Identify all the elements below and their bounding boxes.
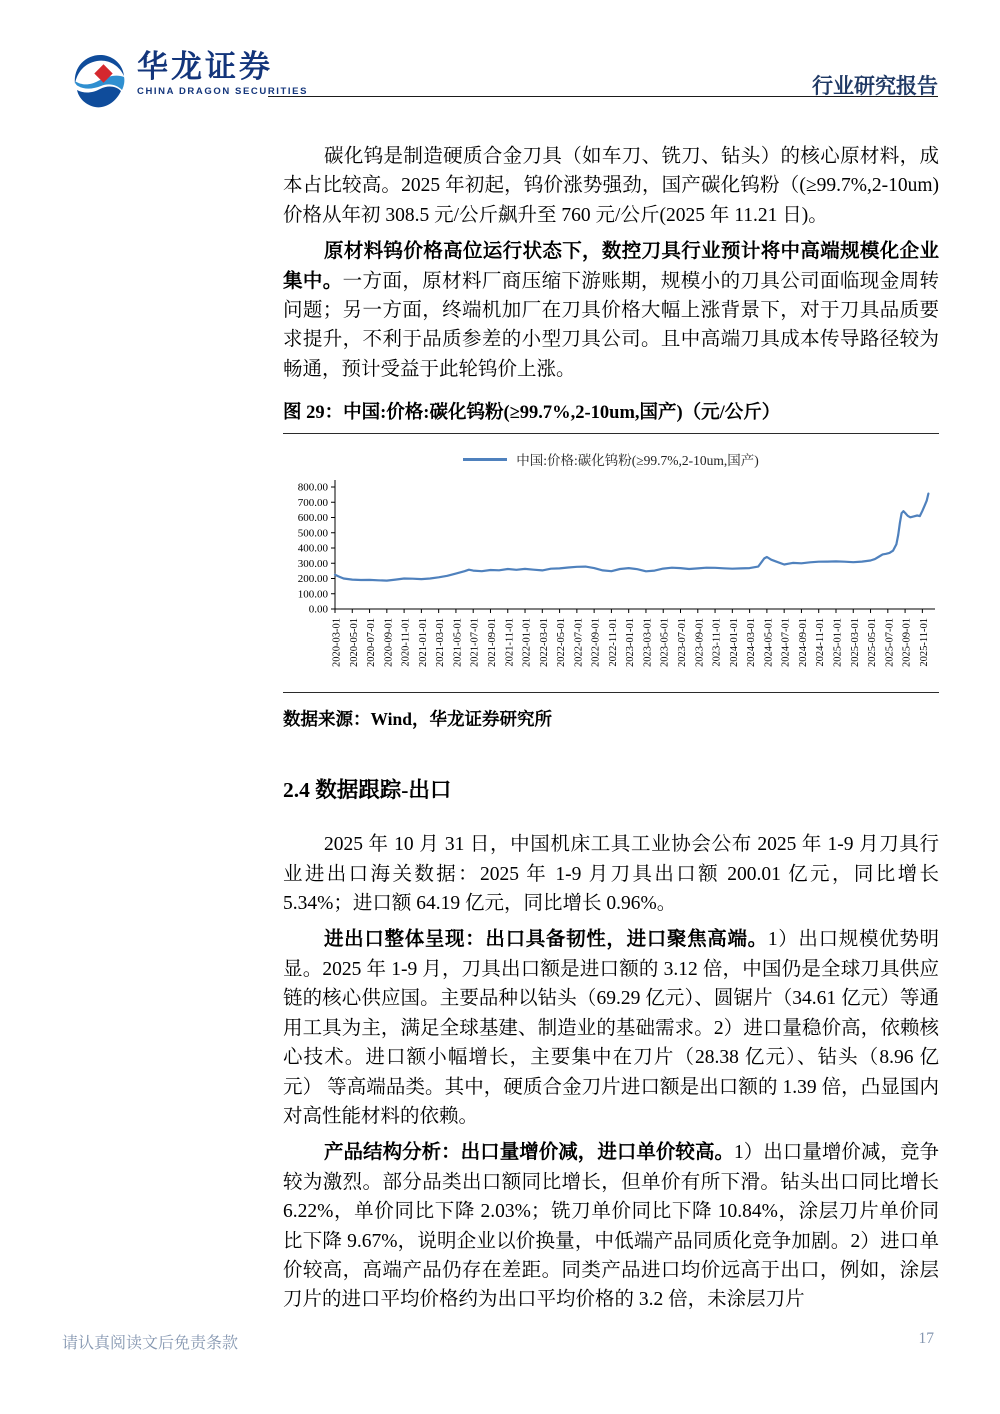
figure-top-divider — [283, 433, 939, 434]
paragraph-tungsten-carbide — [283, 142, 939, 230]
svg-text:2024-03-01: 2024-03-01 — [746, 618, 758, 668]
svg-text:2025-03-01: 2025-03-01 — [849, 618, 861, 668]
chart-container — [283, 473, 939, 690]
company-logo — [66, 50, 308, 110]
svg-text:2022-05-01: 2022-05-01 — [556, 618, 568, 668]
paragraph-customs-data — [283, 830, 939, 918]
content-column — [283, 142, 939, 1322]
svg-text:2023-03-01: 2023-03-01 — [642, 618, 654, 668]
svg-text:2021-05-01: 2021-05-01 — [452, 618, 464, 668]
chart-legend — [283, 449, 939, 469]
svg-text:2024-09-01: 2024-09-01 — [797, 618, 809, 668]
logo-title: 华龙证券 — [137, 49, 273, 84]
svg-text:2020-11-01: 2020-11-01 — [400, 618, 412, 667]
price-chart-svg — [283, 473, 939, 685]
svg-text:800.00: 800.00 — [297, 481, 328, 494]
paragraph-text: 1）出口规模优势明显。2025 年 1-9 月，刀具出口额是进口额的 3.12 倍，中国仍是全球刀具供应链的核心供应国。主要品种以钻头（69.29 亿元）、圆锯片（34.61 亿元）等通用工具为主，满足全球基建、制造业的基础需求。2）进口量稳价高，依赖核心技术。进口额小幅增长，主要集中在刀片（28.38 亿元）、钻头（8.96 亿元） 等高端品类。其中，硬质合金刀片进口额是出口额的 1.39 倍，凸显国内对高性能材料的依赖。 — [283, 929, 939, 1127]
svg-text:2025-07-01: 2025-07-01 — [884, 618, 896, 668]
svg-text:2022-09-01: 2022-09-01 — [590, 618, 602, 668]
header-divider — [268, 96, 938, 97]
svg-text:2021-01-01: 2021-01-01 — [417, 618, 429, 668]
price-line — [335, 494, 928, 581]
report-type-label: 行业研究报告 — [812, 74, 938, 98]
svg-text:2021-03-01: 2021-03-01 — [435, 618, 447, 668]
svg-text:2024-11-01: 2024-11-01 — [815, 618, 827, 667]
figure-caption: 图 29：中国:价格:碳化钨粉(≥99.7%,2-10um,国产)（元/公斤） — [283, 403, 781, 424]
section-heading-2-4: 2.4 数据跟踪-出口 — [283, 778, 452, 803]
figure-bottom-divider — [283, 692, 939, 693]
svg-text:2021-09-01: 2021-09-01 — [486, 618, 498, 668]
svg-text:2023-09-01: 2023-09-01 — [694, 618, 706, 668]
svg-text:2025-09-01: 2025-09-01 — [901, 618, 913, 668]
paragraph-lead: 原材料钨价格高位运行状态下，数控刀具行业预计将中高端规模化企业集中。 — [283, 241, 939, 292]
svg-text:2023-11-01: 2023-11-01 — [711, 618, 723, 667]
svg-text:2020-05-01: 2020-05-01 — [348, 618, 360, 668]
svg-text:100.00: 100.00 — [297, 588, 328, 601]
svg-text:2022-03-01: 2022-03-01 — [538, 618, 550, 668]
paragraph-lead: 进出口整体呈现：出口具备韧性，进口聚焦高端。 — [324, 929, 768, 951]
paragraph-text: 碳化钨是制造硬质合金刀具（如车刀、铣刀、钻头）的核心原材料，成本占比较高。2025 年初起，钨价涨势强劲，国产碳化钨粉（(≥99.7%,2-10um)价格从年初 308.5 元/公斤飙升至 760 元/公斤(2025 年 11.21 日)。 — [283, 146, 939, 226]
paragraph-text: 1）出口量增价减，竞争较为激烈。部分品类出口额同比增长，但单价有所下滑。钻头出口同比增长 6.22%，单价同比下降 2.03%；铣刀单价同比下降 10.84%，涂层刀片单价同比下降 9.67%，说明企业以价换量，中低端产品同质化竞争加剧。2）进口单价较高，高端产品仍存在差距。同类产品进口均价远高于出口，例如，涂层刀片的进口平均价格约为出口平均价格的 3.2 倍，未涂层刀片 — [283, 1142, 939, 1311]
svg-text:2022-07-01: 2022-07-01 — [573, 618, 585, 668]
svg-text:700.00: 700.00 — [297, 497, 328, 509]
svg-text:2023-01-01: 2023-01-01 — [625, 618, 637, 668]
svg-text:400.00: 400.00 — [297, 542, 328, 555]
svg-text:2025-05-01: 2025-05-01 — [867, 618, 879, 668]
legend-label: 中国:价格:碳化钨粉(≥99.7%,2-10um,国产) — [516, 453, 759, 469]
svg-text:200.00: 200.00 — [297, 573, 328, 586]
paragraph-text: 2025 年 10 月 31 日，中国机床工具工业协会公布 2025 年 1-9 月刀具行业进出口海关数据：2025 年 1-9 月刀具出口额 200.01 亿元，同比增长 5.34%；进口额 64.19 亿元，同比增长 0.96%。 — [283, 834, 939, 915]
svg-text:2021-11-01: 2021-11-01 — [504, 618, 516, 667]
svg-text:2025-11-01: 2025-11-01 — [918, 618, 930, 667]
svg-text:2025-01-01: 2025-01-01 — [832, 618, 844, 668]
logo-subtitle: CHINA DRAGON SECURITIES — [137, 86, 309, 97]
svg-text:600.00: 600.00 — [297, 512, 328, 525]
paragraph-raw-material — [283, 237, 939, 384]
svg-text:500.00: 500.00 — [297, 527, 328, 540]
svg-text:2020-09-01: 2020-09-01 — [383, 618, 395, 668]
svg-text:0.00: 0.00 — [308, 603, 328, 616]
svg-text:2020-03-01: 2020-03-01 — [331, 618, 343, 668]
page-number: 17 — [918, 1330, 934, 1347]
paragraph-import-export-overview — [283, 925, 939, 1131]
svg-text:2020-07-01: 2020-07-01 — [366, 618, 378, 668]
svg-text:2022-01-01: 2022-01-01 — [521, 618, 533, 668]
paragraph-product-structure — [283, 1138, 939, 1314]
footer-disclaimer: 请认真阅读文后免责条款 — [62, 1335, 239, 1352]
svg-text:300.00: 300.00 — [297, 558, 328, 570]
paragraph-text: 一方面，原材料厂商压缩下游账期，规模小的刀具公司面临现金周转问题；另一方面，终端机加厂在刀具价格大幅上涨背景下，对于刀具品质要求提升，不利于品质参差的小型刀具公司。且中高端刀具成本传导路径较为畅通，预计受益于此轮钨价上涨。 — [283, 270, 939, 380]
svg-text:2024-01-01: 2024-01-01 — [728, 618, 740, 668]
svg-text:2021-07-01: 2021-07-01 — [469, 618, 481, 668]
svg-text:2024-05-01: 2024-05-01 — [763, 618, 775, 668]
svg-text:2023-05-01: 2023-05-01 — [659, 618, 671, 668]
paragraph-lead: 产品结构分析：出口量增价减，进口单价较高。 — [324, 1142, 734, 1164]
logo-text — [137, 50, 308, 97]
legend-line-swatch — [463, 458, 507, 461]
svg-text:2023-07-01: 2023-07-01 — [677, 618, 689, 668]
svg-text:2022-11-01: 2022-11-01 — [607, 618, 619, 667]
dragon-logo-icon — [66, 50, 130, 110]
svg-text:2024-07-01: 2024-07-01 — [780, 618, 792, 668]
data-source: 数据来源：Wind，华龙证券研究所 — [283, 709, 553, 730]
